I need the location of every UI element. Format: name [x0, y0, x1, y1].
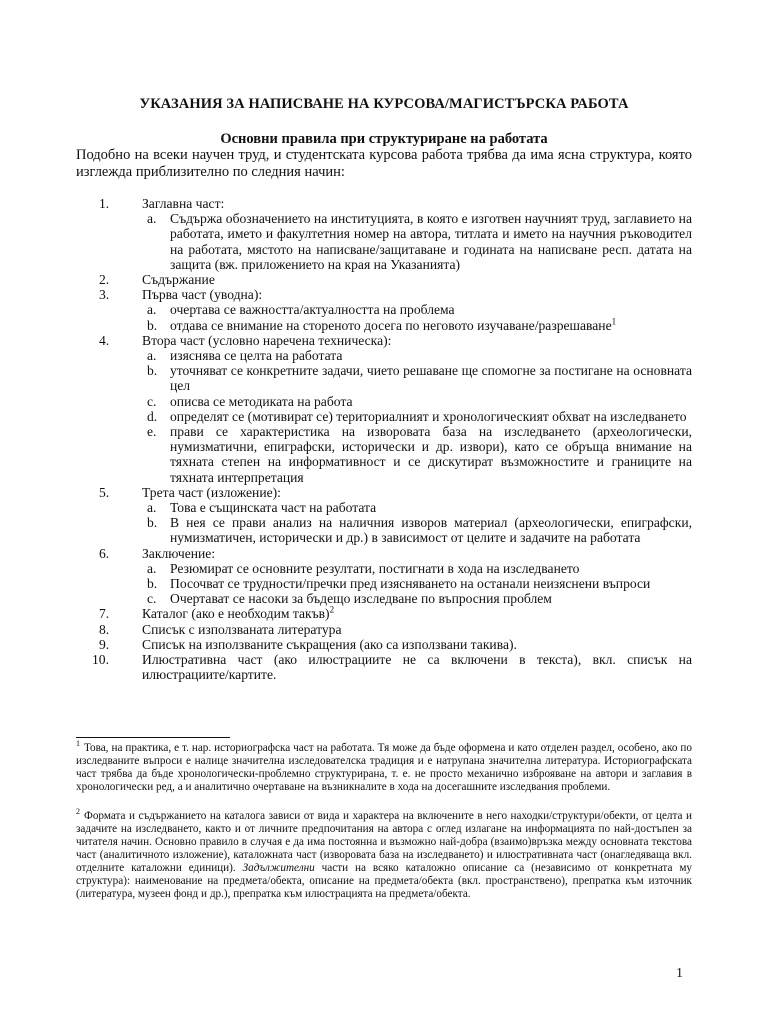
list-label: Заключение: — [142, 545, 216, 561]
list-item — [76, 637, 692, 652]
sub-item — [142, 394, 692, 409]
sub-list — [142, 348, 692, 485]
list-number: 5. — [99, 484, 110, 500]
footnote-ref[interactable]: 1 — [611, 316, 617, 327]
footnote-emphasis: Задължителни — [242, 862, 315, 874]
list-number: 6. — [99, 545, 110, 561]
list-item — [76, 485, 692, 546]
list-item — [76, 272, 692, 287]
list-label: Втора част (условно наречена техническа): — [142, 332, 392, 348]
footnote-text: Формата и съдържанието на каталога зависи от вида и характера на включените в него находки/структури/обекти, от целта и задачите на изследването, както и от личните предпочитания на автора с оглед излагане на информацията по най-достъпен за читателя начин. Основно правило в случая е да има постоянна и възможно най-добра (взаимо)връзка между основната текстова част (аналитичното изложение), каталожната част (изворовата база на изследването) и илюстративната част (онагледяваща вкл. отделните каталожни единици). — [76, 810, 692, 874]
sub-letter: a. — [147, 302, 157, 318]
list-label-text: Каталог (ако е необходим такъв) — [142, 606, 330, 622]
sub-item — [142, 302, 692, 317]
list-item — [76, 622, 692, 637]
sub-letter: e. — [147, 424, 157, 440]
list-item — [76, 652, 692, 682]
list-number: 9. — [99, 636, 110, 652]
sub-letter: b. — [147, 515, 158, 531]
sub-item — [142, 561, 692, 576]
list-label: Списък с използваната литература — [142, 621, 342, 637]
footnote-separator — [76, 737, 230, 738]
sub-item — [142, 318, 692, 333]
list-label: Трета част (изложение): — [142, 484, 281, 500]
sub-item — [142, 348, 692, 363]
footnote-1 — [76, 739, 692, 794]
sub-list — [142, 211, 692, 272]
footnote-mark: 2 — [76, 807, 80, 817]
sub-list — [142, 302, 692, 332]
sub-text: Посочват се трудности/пречки пред изясняването на останали неизяснени въпроси — [170, 576, 651, 592]
list-number: 4. — [99, 332, 110, 348]
list-label — [142, 606, 692, 621]
sub-letter: c. — [147, 393, 157, 409]
list-label: Заглавна част: — [142, 196, 225, 211]
sub-text: изяснява се целта на работата — [170, 348, 343, 364]
footnote-2 — [76, 807, 693, 901]
footnote-text: Това, на практика, е т. нар. историографска част на работата. Тя може да бъде оформена и като отделен раздел, особено, ако по изследваните въпроси е налице значителна изследователска традиция и е натрупана значителна литература. Историографската част трябва да бъде хронологически-проблемно структурирана, т. е. не просто механично изброяване на автори и заглавия в хронологически ред, а и аналитично очертаване на възникналите в хода на досегашните изследвания проблеми. — [76, 742, 692, 793]
sub-text: В нея се прави анализ на наличния изворов материал (археологически, епиграфски, нумизматичен, исторически и др.) в зависимост от целите и задачите на работата — [170, 515, 692, 546]
sub-text: отдава се внимание на стореното досега по неговото изучаване/разрешаване — [170, 317, 612, 333]
footnote-ref[interactable]: 2 — [329, 604, 335, 615]
sub-letter: b. — [147, 576, 158, 592]
sub-item — [142, 515, 692, 545]
sub-text: уточняват се конкретните задачи, чието решаване ще спомогне за постигане на основната цел — [170, 363, 692, 394]
sub-item — [142, 424, 692, 485]
sub-letter: b. — [147, 363, 158, 379]
sub-text: Съдържа обозначението на институцията, в която е изготвен научният труд, заглавието на работата, името и факултетния номер на автора, титлата и името на научния ръководител на работата, мястото на написване/защитаване и годината на написване респ. датата на защита (вж. приложението на края на Указанията) — [170, 211, 692, 272]
list-number: 2. — [99, 272, 110, 288]
list-number: 3. — [99, 287, 110, 303]
intro-paragraph: Подобно на всеки научен труд, и студентската курсова работа трябва да има ясна структура, която изглежда приблизително по следния начин: — [76, 147, 692, 180]
sub-text: определят се (мотивират се) териториалният и хронологическият обхват на изследването — [170, 408, 687, 424]
sub-letter: a. — [147, 500, 157, 516]
section-heading: Основни правила при структуриране на работата — [220, 131, 548, 147]
sub-item — [142, 363, 692, 393]
sub-list — [142, 500, 692, 546]
list-item — [76, 287, 692, 333]
sub-item — [142, 576, 692, 591]
sub-text: очертава се важността/актуалността на проблема — [170, 302, 455, 318]
sub-item — [142, 591, 692, 606]
sub-text: описва се методиката на работа — [170, 393, 353, 409]
document-title: УКАЗАНИЯ ЗА НАПИСВАНЕ НА КУРСОВА/МАГИСТЪРСКА РАБОТА — [139, 96, 629, 112]
list-number: 8. — [99, 621, 110, 637]
footnote-text: части на всяко каталожно описание са (независимо от конкретната му структура): наименование на предмета/обекта, описание на предмета/обекта (вкл. пространствено), препратка към източник (литература, музеен фонд и др.), препратка към илюстрацията на предмета/обекта. — [76, 862, 693, 900]
sub-letter: b. — [147, 317, 158, 333]
sub-text: прави се характеристика на изворовата база на изследването (археологически, нумизматични, епиграфски, исторически и др. извори), като се обръща внимание на тяхната степен на информативност и се дискутират възможностите и границите на тяхната интерпретация — [170, 424, 692, 485]
list-item — [76, 333, 692, 485]
sub-item — [142, 409, 692, 424]
structure-list — [76, 196, 692, 683]
sub-item — [142, 500, 692, 515]
list-label: Първа част (уводна): — [142, 287, 263, 303]
list-label: Списък на използваните съкращения (ако са използвани такива). — [142, 636, 517, 652]
sub-letter: d. — [147, 408, 158, 424]
footnote-mark: 1 — [76, 739, 80, 749]
list-item — [76, 606, 692, 621]
list-number: 1. — [99, 196, 110, 211]
sub-text: Очертават се насоки за бъдещо изследване по въпросния проблем — [170, 591, 552, 607]
sub-item — [142, 211, 692, 272]
page-number: 1 — [676, 966, 683, 981]
sub-list — [142, 561, 692, 607]
list-item — [76, 196, 692, 272]
list-label: Съдържание — [142, 272, 215, 288]
sub-text: Резюмират се основните резултати, постигнати в хода на изследването — [170, 560, 580, 576]
list-label: Илюстративна част (ако илюстрациите не са включени в текста), вкл. списък на илюстрациите/картите. — [142, 652, 692, 683]
sub-letter: a. — [147, 211, 157, 227]
sub-letter: a. — [147, 560, 157, 576]
sub-letter: c. — [147, 591, 157, 607]
list-number: 10. — [92, 652, 109, 668]
sub-text: Това е същинската част на работата — [170, 500, 377, 516]
list-item — [76, 546, 692, 607]
list-number: 7. — [99, 606, 110, 622]
sub-letter: a. — [147, 348, 157, 364]
